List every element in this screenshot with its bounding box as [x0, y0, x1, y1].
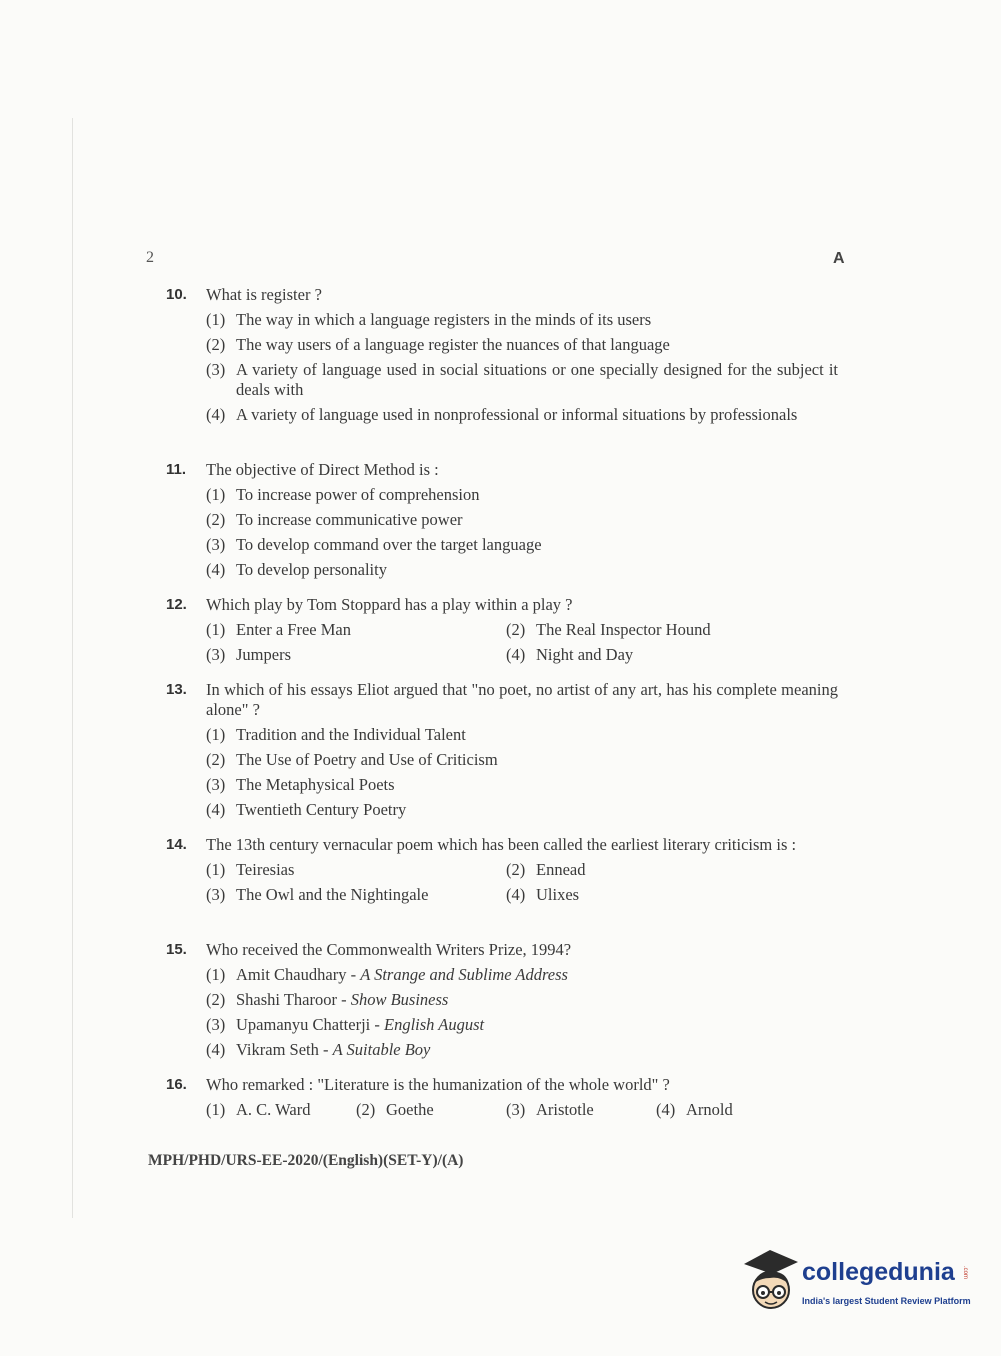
option-number: (3)	[206, 885, 226, 904]
option-text: Jumpers	[236, 645, 291, 664]
option-work-title: English August	[384, 1015, 485, 1034]
option-number: (3)	[206, 775, 226, 794]
option-number: (3)	[206, 360, 226, 379]
option-text: Enter a Free Man	[236, 620, 351, 639]
question-text: Who remarked : "Literature is the humanization of the whole world" ?	[206, 1075, 670, 1094]
option	[206, 620, 506, 640]
option-number: (1)	[206, 310, 226, 329]
option	[206, 1015, 838, 1035]
option-number: (4)	[206, 560, 226, 579]
question-number: 10.	[166, 286, 187, 303]
option-text: A variety of language used in social situations or one specially designed for the subject it deals with	[236, 360, 838, 399]
option-number: (1)	[206, 620, 226, 639]
option	[506, 1100, 656, 1120]
option-author: Upamanyu Chatterji -	[236, 1015, 385, 1034]
logo-domain: .com	[962, 1266, 968, 1280]
question-11	[166, 460, 838, 585]
option	[656, 1100, 806, 1120]
question-number: 15.	[166, 941, 187, 958]
option	[506, 885, 806, 905]
option	[206, 535, 838, 555]
option-text: Twentieth Century Poetry	[236, 800, 407, 819]
option-number: (4)	[506, 885, 526, 904]
logo-wordmark: collegedunia	[802, 1258, 955, 1286]
question-number: 12.	[166, 596, 187, 613]
option-number: (2)	[206, 335, 226, 354]
question-text: What is register ?	[206, 285, 322, 304]
option-text: Goethe	[386, 1100, 434, 1119]
question-number: 13.	[166, 681, 187, 698]
option-number: (4)	[506, 645, 526, 664]
paper-code-footer: MPH/PHD/URS-EE-2020/(English)(SET-Y)/(A)	[148, 1152, 464, 1169]
option-number: (4)	[206, 800, 226, 819]
option	[206, 335, 838, 355]
option-number: (2)	[206, 750, 226, 769]
option-number: (1)	[206, 725, 226, 744]
option-number: (1)	[206, 485, 226, 504]
option-text: The way users of a language register the nuances of that language	[236, 335, 670, 354]
question-13	[166, 680, 838, 825]
option	[206, 485, 838, 505]
question-16	[166, 1075, 838, 1120]
option-text: To develop personality	[236, 560, 387, 579]
option	[206, 510, 838, 530]
option	[206, 800, 838, 820]
option	[506, 860, 806, 880]
option	[206, 405, 838, 425]
question-15	[166, 940, 838, 1065]
option	[206, 725, 838, 745]
option-list	[206, 725, 838, 820]
option-text: Teiresias	[236, 860, 295, 879]
option	[206, 1040, 838, 1060]
question-12	[166, 595, 838, 665]
question-number: 14.	[166, 836, 187, 853]
collegedunia-logo	[740, 1248, 970, 1318]
option	[206, 990, 838, 1010]
option	[206, 885, 506, 905]
option-list	[206, 310, 838, 425]
option-work-title: A Strange and Sublime Address	[360, 965, 568, 984]
option-number: (2)	[206, 510, 226, 529]
page-number: 2	[146, 249, 154, 266]
option-text: Arnold	[686, 1100, 733, 1119]
option-number: (2)	[356, 1100, 376, 1119]
option	[206, 965, 838, 985]
option-text: Tradition and the Individual Talent	[236, 725, 466, 744]
option-author: Shashi Tharoor -	[236, 990, 351, 1009]
option	[206, 750, 838, 770]
option-number: (1)	[206, 1100, 226, 1119]
option-number: (3)	[206, 1015, 226, 1034]
option	[506, 620, 806, 640]
option-number: (3)	[506, 1100, 526, 1119]
option-text: Night and Day	[536, 645, 634, 664]
option-number: (1)	[206, 965, 226, 984]
question-number: 11.	[166, 461, 187, 478]
question-text: Which play by Tom Stoppard has a play within a play ?	[206, 595, 573, 614]
option-number: (2)	[206, 990, 226, 1009]
option-grid	[206, 860, 838, 905]
option-number: (4)	[206, 1040, 226, 1059]
option-text: The Real Inspector Hound	[536, 620, 711, 639]
logo-tagline: India's largest Student Review Platform	[802, 1296, 971, 1306]
option-number: (4)	[206, 405, 226, 424]
option	[206, 310, 838, 330]
option-text: The Use of Poetry and Use of Criticism	[236, 750, 498, 769]
option-text: A variety of language used in nonprofessional or informal situations by professionals	[236, 405, 798, 424]
set-letter: A	[833, 250, 845, 267]
option	[206, 360, 838, 400]
question-14	[166, 835, 838, 905]
option-list	[206, 485, 838, 580]
question-10	[166, 285, 838, 430]
option-text: Ennead	[536, 860, 586, 879]
mascot-icon	[740, 1248, 802, 1318]
option-number: (1)	[206, 860, 226, 879]
option-text: The way in which a language registers in the minds of its users	[236, 310, 652, 329]
option-author: Amit Chaudhary -	[236, 965, 361, 984]
option-number: (3)	[206, 645, 226, 664]
question-number: 16.	[166, 1076, 187, 1093]
option-author: Vikram Seth -	[236, 1040, 333, 1059]
option-grid	[206, 620, 838, 665]
option-number: (4)	[656, 1100, 676, 1119]
option-row	[206, 1100, 838, 1120]
option-text: The Owl and the Nightingale	[236, 885, 429, 904]
option	[506, 645, 806, 665]
option	[206, 645, 506, 665]
question-text: In which of his essays Eliot argued that "no poet, no artist of any art, has his complete meaning alone" ?	[206, 680, 838, 719]
option-text: A. C. Ward	[236, 1100, 311, 1119]
option-text: Aristotle	[536, 1100, 594, 1119]
option-text: The Metaphysical Poets	[236, 775, 395, 794]
option-work-title: A Suitable Boy	[332, 1040, 431, 1059]
question-text: The objective of Direct Method is :	[206, 460, 439, 479]
question-text: The 13th century vernacular poem which has been called the earliest literary criticism is :	[206, 835, 797, 854]
option-number: (2)	[506, 860, 526, 879]
option-list	[206, 965, 838, 1060]
option-number: (3)	[206, 535, 226, 554]
question-text: Who received the Commonwealth Writers Prize, 1994?	[206, 940, 572, 959]
option	[206, 860, 506, 880]
option-number: (2)	[506, 620, 526, 639]
option-text: To develop command over the target language	[236, 535, 542, 554]
page-margin-rule	[72, 118, 73, 1218]
option-text: To increase power of comprehension	[236, 485, 480, 504]
option	[206, 1100, 356, 1120]
option-text: Ulixes	[536, 885, 580, 904]
option-work-title: Show Business	[350, 990, 449, 1009]
option	[206, 775, 838, 795]
option	[356, 1100, 506, 1120]
option	[206, 560, 838, 580]
option-text: To increase communicative power	[236, 510, 463, 529]
